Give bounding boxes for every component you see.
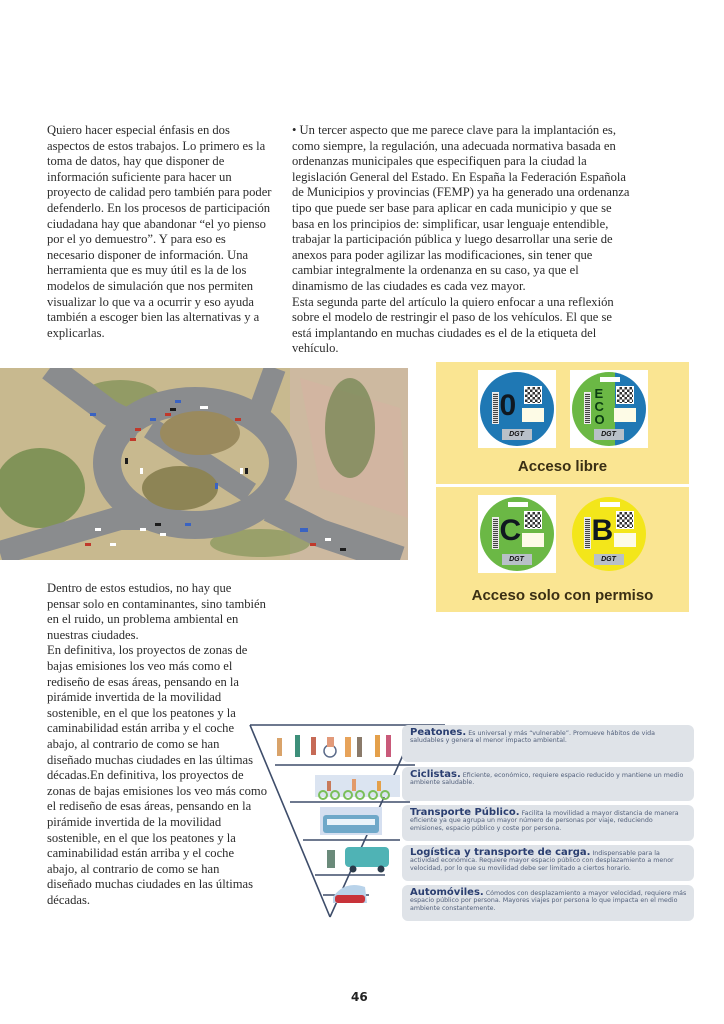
pyramid-level-public-transport: Transporte Público. Facilita la movilidad a mayor distancia de manera eficiente ya que agrupa un mayor número de personas por viaje, reduciendo emisiones, espacio público y coste por persona. (402, 805, 694, 841)
pyramid-level-logistics: Logística y transporte de carga. Indispensable para la actividad económica. Requiere mayor espacio público con desplazamiento a menor velocidad, por lo que su movilidad debe ser limitado a ciertos horario. (402, 845, 694, 881)
permit-access-caption: Acceso solo con permiso (471, 587, 654, 604)
pyramid-level-cyclists: Ciclistas. Eficiente, económico, requiere espacio reducido y mantiene un medio ambiente saludable. (402, 767, 694, 801)
pyramid-level-cars: Automóviles. Cómodos con desplazamiento a mayor velocidad, requiere más espacio público por persona. Mayores viajes por persona lo que impacta en el medio ambiente constantemente. (402, 885, 694, 921)
label-b-sticker: B DGT (570, 495, 648, 573)
right-column-top-text (292, 123, 632, 357)
dgt-logo: DGT (594, 429, 624, 440)
qr-code-icon (524, 511, 542, 529)
label-zero-sticker: 0 DGT (478, 370, 556, 448)
paragraph: En definitiva, los proyectos de zonas de bajas emisiones los veo más como el rediseño de esas áreas, pensando en la pirámide invertida de la movilidad sostenible, en el que los peatones y la caminabilidad están arriba y el coche abajo, al contrario de como se han diseñado muchas ciudades en las últimas décadas.En definitiva, los proyectos de zonas de bajas emisiones los veo más como el rediseño de esas áreas, pensando en la pirámide invertida de la movilidad sostenible, en el que los peatones y la caminabilidad están arriba y el coche abajo, al contrario de como se han diseñado muchas ciudades en las últimas décadas. (47, 643, 267, 907)
dgt-logo: DGT (502, 429, 532, 440)
permit-access-labels-box (436, 487, 689, 612)
paragraph: Quiero hacer especial énfasis en dos aspectos de estos trabajos. Lo primero es la toma de datos, hay que disponer de información suficiente para hacer un proyecto de calidad pero también para poder defenderlo. En los procesos de participación ciudadana hay que abandonar “el yo pienso por el yo demuestro”. Y para eso es necesario disponer de información. Una herramienta que es muy útil es la de los modelos de simulación que nos permiten visualizar lo que va a ocurrir y eso ayuda también a escoger bien las alternativas y a explicarlas. (47, 123, 272, 340)
label-c-sticker: C DGT (478, 495, 556, 573)
roundabout-illustration (0, 368, 408, 560)
car-icon (333, 885, 367, 903)
pedestrians-icon (277, 735, 391, 757)
paragraph: Dentro de estos estudios, no hay que pensar solo en contaminantes, sino también en el ruido, un problema ambiental en nuestras ciudades. (47, 581, 266, 642)
free-access-labels-box (436, 362, 689, 484)
roundabout-simulation-image (0, 368, 408, 560)
public-transport-bus-icon (320, 807, 382, 835)
label-eco-sticker: ECO DGT (570, 370, 648, 448)
cargo-van-icon (327, 847, 389, 873)
cyclists-icon (315, 775, 400, 799)
pyramid-level-pedestrians: Peatones. Es universal y más “vulnerable”. Promueve hábitos de vida saludables y genera el menor impacto ambiental. (402, 725, 694, 762)
dgt-logo: DGT (594, 554, 624, 565)
qr-code-icon (524, 386, 542, 404)
paragraph-bullet: • Un tercer aspecto que me parece clave para la implantación es, como siempre, la regulación, una adecuada normativa basada en ordenanzas municipales que especifiquen para la ciudad la legislación General del Estado. En España la Federación Española de Municipios y provincias (FEMP) ya ha generado una ordenanza tipo que puede ser base para aplicar en cada municipio y que se basa en los principios de: simplificar, usar lenguaje entendible, trabajar la participación pública y luego desarrollar una serie de anexos para poder agilizar las modificaciones, sin tener que cambiar integralmente la ordenanza en su caso, ya que el dinamismo de las ciudades es cada vez mayor. (292, 123, 630, 293)
free-access-caption: Acceso libre (517, 458, 608, 475)
qr-code-icon (616, 511, 634, 529)
qr-code-icon (616, 386, 634, 404)
dgt-logo: DGT (502, 554, 532, 565)
page-number: 46 (351, 990, 368, 1004)
left-column-bottom-text (47, 581, 267, 908)
paragraph: Esta segunda parte del artículo la quiero enfocar a una reflexión sobre el modelo de restringir el paso de los vehículos. El que se está implantando en muchas ciudades es el de la etiqueta del vehículo. (292, 294, 614, 356)
inverted-mobility-pyramid (245, 715, 697, 935)
left-column-top-text (47, 123, 272, 341)
